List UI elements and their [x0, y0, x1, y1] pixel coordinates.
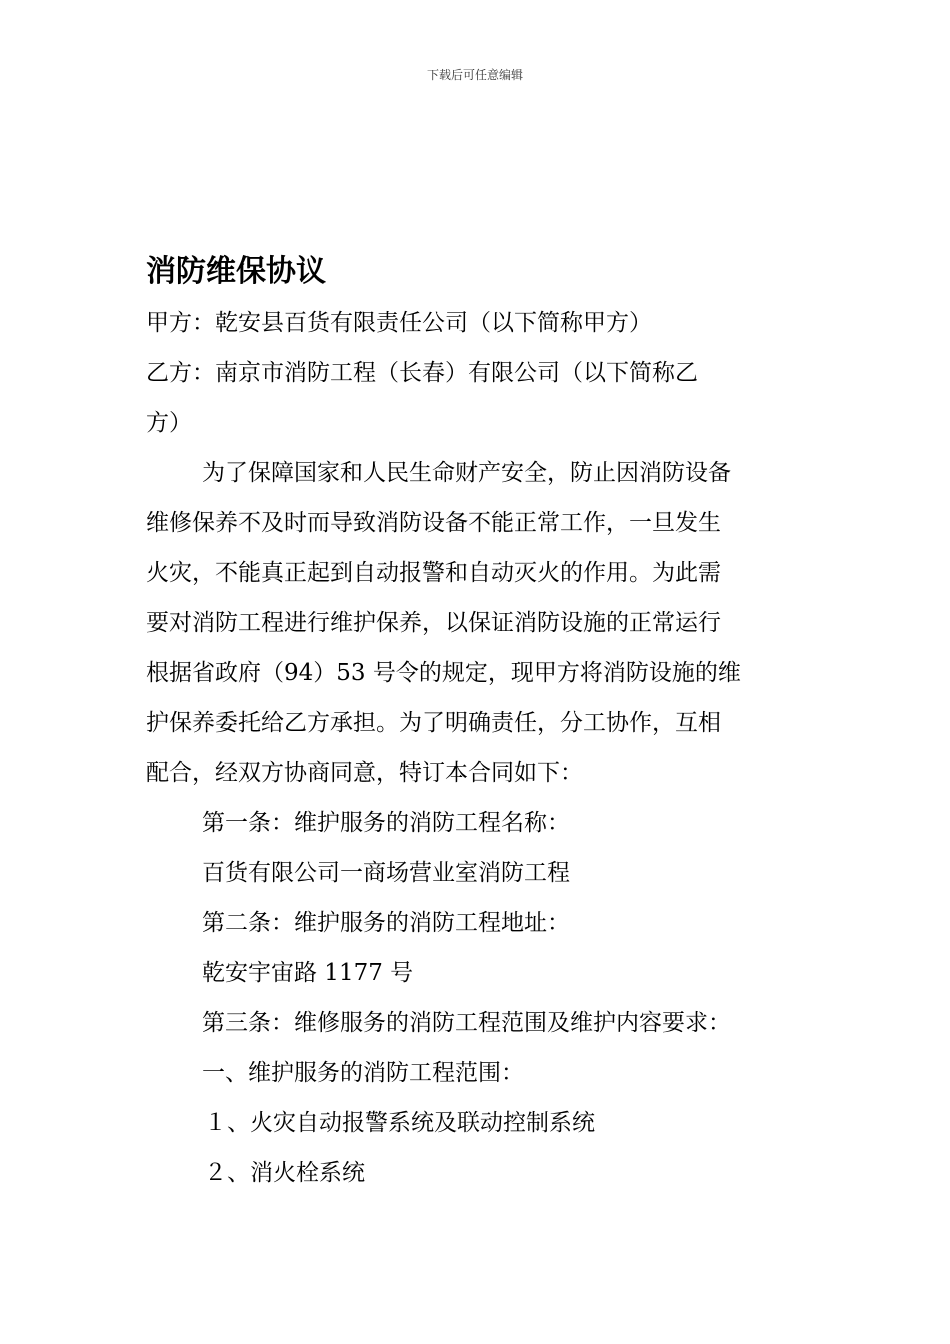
- party-a-line: 甲方：乾安县百货有限责任公司（以下简称甲方）: [146, 310, 652, 336]
- intro-line-7: 配合，经双方协商同意，特订本合同如下：: [146, 760, 583, 786]
- article-1-value: 百货有限公司一商场营业室消防工程: [202, 860, 570, 886]
- scope-item-1: １、火灾自动报警系统及联动控制系统: [204, 1110, 595, 1136]
- article-3-heading: 第三条：维修服务的消防工程范围及维护内容要求：: [202, 1010, 731, 1036]
- header-note: 下载后可任意编辑: [426, 68, 523, 82]
- article-2-value: 乾安宇宙路 1177 号: [202, 960, 414, 986]
- article-2-heading: 第二条：维护服务的消防工程地址：: [202, 910, 570, 936]
- document-body: [146, 250, 806, 1198]
- intro-line-2: 维修保养不及时而导致消防设备不能正常工作，一旦发生: [146, 510, 721, 536]
- party-b-line-1: 乙方：南京市消防工程（长春）有限公司（以下简称乙: [146, 360, 698, 386]
- document-title: 消防维保协议: [146, 254, 326, 289]
- intro-line-4: 要对消防工程进行维护保养，以保证消防设施的正常运行: [146, 610, 721, 636]
- section-1-heading: 一、维护服务的消防工程范围：: [202, 1060, 524, 1086]
- intro-line-1: 为了保障国家和人民生命财产安全，防止因消防设备: [202, 460, 731, 486]
- intro-line-6: 护保养委托给乙方承担。为了明确责任，分工协作，互相: [146, 710, 721, 736]
- scope-item-2: ２、消火栓系统: [204, 1160, 365, 1186]
- article-1-heading: 第一条：维护服务的消防工程名称：: [202, 810, 570, 836]
- party-b-line-2: 方）: [146, 410, 192, 436]
- intro-line-3: 火灾，不能真正起到自动报警和自动灭火的作用。为此需: [146, 560, 721, 586]
- intro-line-5: 根据省政府（94）53 号令的规定，现甲方将消防设施的维: [146, 660, 741, 686]
